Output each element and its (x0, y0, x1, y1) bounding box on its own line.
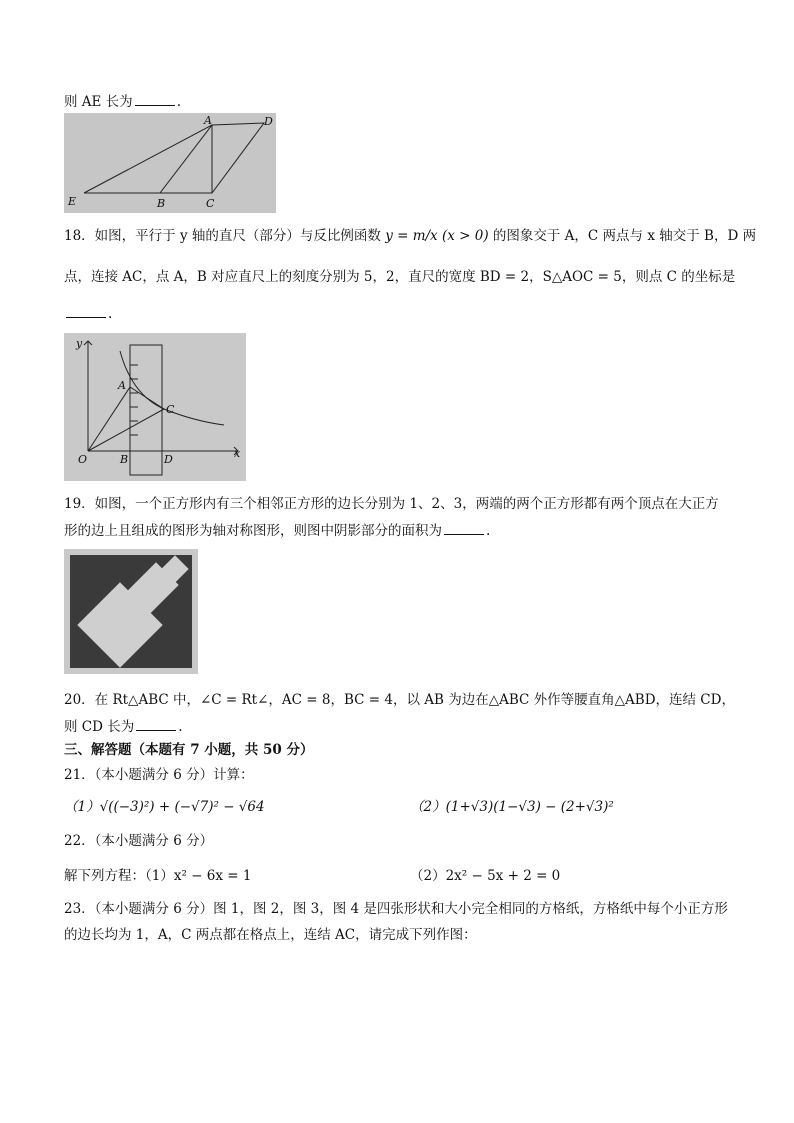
label-x: x (234, 447, 241, 460)
q22-prompt: 解下列方程：（1）x² − 6x = 1 (64, 868, 252, 884)
q21-part1: （1）√((−3)²) + (−√7)² − √64 (64, 799, 265, 815)
label-y: y (76, 337, 83, 350)
q19-line2: 形的边上且组成的图形为轴对称图形，则图中阴影部分的面积为 . (64, 520, 490, 541)
q23-line1: 23．（本小题满分 6 分）图 1，图 2，图 3，图 4 是四张形状和大小完全相同的方格纸，方格纸中每个小正方形 (64, 901, 728, 917)
q18-figure (64, 333, 246, 481)
label-c: C (206, 197, 215, 210)
label-a: A (204, 114, 212, 127)
section-title: 三、解答题（本题有 7 小题，共 50 分） (64, 742, 314, 758)
label-d: D (264, 115, 273, 128)
answer-blank[interactable] (66, 303, 106, 318)
q23-line2: 的边长均为 1，A，C 两点都在格点上，连结 AC，请完成下列作图： (64, 927, 477, 943)
answer-blank[interactable] (444, 520, 484, 535)
label-b: B (157, 197, 166, 210)
q18-line3: . (64, 303, 112, 324)
q20-line2: 则 CD 长为 . (64, 716, 183, 737)
label-e: E (68, 195, 77, 208)
q19-figure (64, 549, 198, 674)
q21-header: 21．（本小题满分 6 分）计算： (64, 767, 254, 783)
q18-line1: 18．如图，平行于 y 轴的直尺（部分）与反比例函数 y = m/x (x > 0) 的图象交于 A，C 两点与 x 轴交于 B，D 两 (64, 228, 757, 244)
label-c: C (166, 403, 175, 416)
q18-formula: y = m/x (x > 0) (385, 228, 489, 244)
q21-part2: （2）(1+√3)(1−√3) − (2+√3)² (410, 799, 614, 815)
q21-parts (64, 797, 614, 817)
parallelogram-diagram (64, 113, 276, 213)
label-b: B (120, 453, 129, 466)
q22-part2: （2）2x² − 5x + 2 = 0 (410, 868, 561, 884)
q20-line1: 20．在 Rt△ABC 中，∠C = Rt∠，AC = 8，BC = 4，以 AB 为边在△ABC 外作等腰直角△ABD，连结 CD， (64, 692, 735, 708)
q17-tail: 则 AE 长为 . (64, 91, 181, 112)
ruler-hyperbola-diagram (64, 333, 246, 481)
answer-blank[interactable] (136, 716, 176, 731)
answer-blank[interactable] (135, 91, 175, 106)
label-d: D (164, 453, 173, 466)
q19-line1: 19．如图，一个正方形内有三个相邻正方形的边长分别为 1、2、3，两端的两个正方形都有两个顶点在大正方 (64, 496, 719, 512)
squares-diagram (64, 549, 198, 674)
q18-line2: 点，连接 AC，点 A，B 对应直尺上的刻度分别为 5，2，直尺的宽度 BD = 2，S△AOC = 5，则点 C 的坐标是 (64, 269, 736, 285)
q22-parts (64, 866, 561, 886)
q17-figure (64, 113, 276, 213)
label-a: A (118, 379, 126, 392)
q22-header: 22．（本小题满分 6 分） (64, 833, 214, 849)
label-o: O (78, 453, 88, 466)
